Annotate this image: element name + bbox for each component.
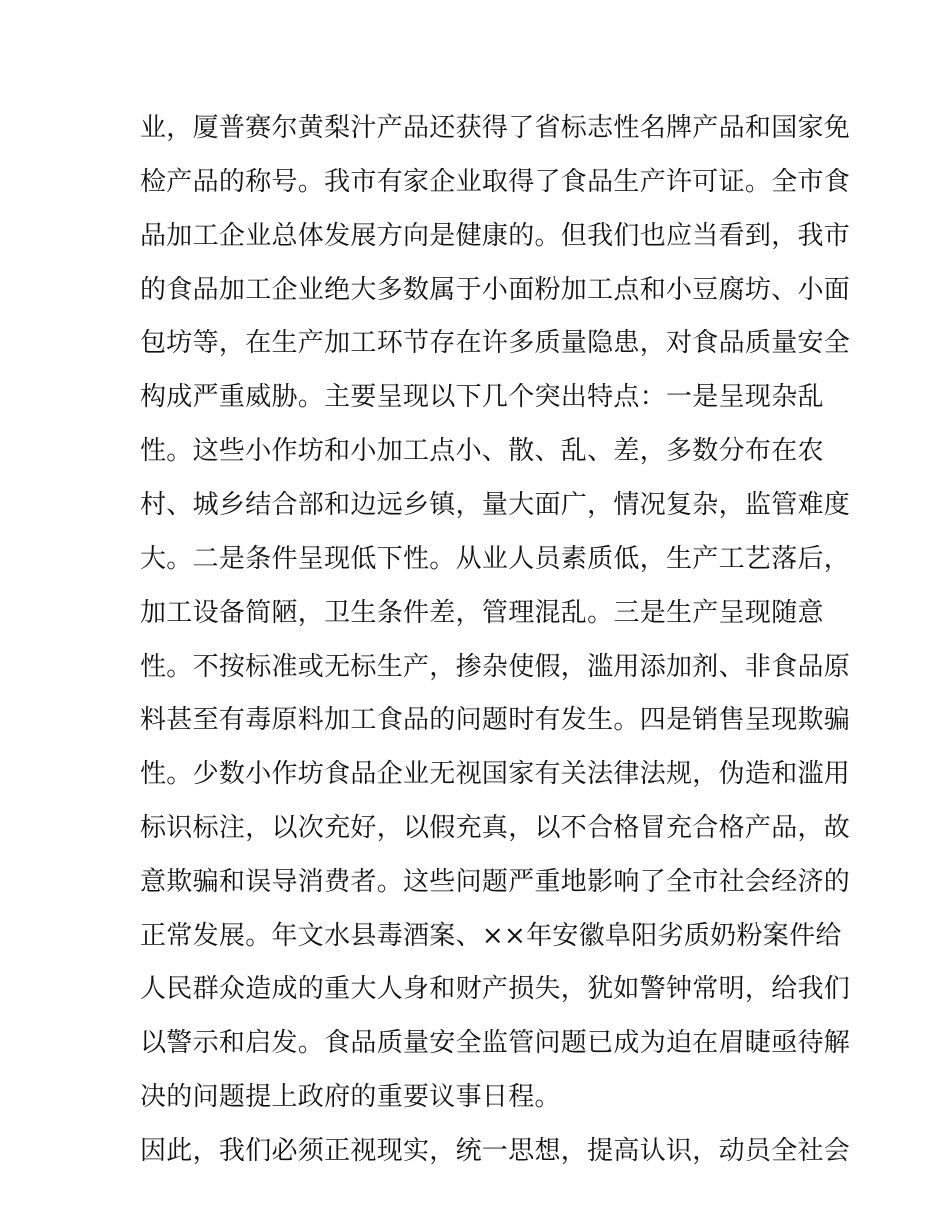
text-line: 标识标注，以次充好，以假充真，以不合格冒充合格产品，故: [140, 813, 851, 843]
text-line: 村、城乡结合部和边远乡镇，量大面广，情况复杂，监管难度: [140, 490, 851, 520]
text-line: 决的问题提上政府的重要议事日程。: [140, 1082, 561, 1112]
text-line: 包坊等，在生产加工环节存在许多质量隐患，对食品质量安全: [140, 328, 851, 358]
text-line: 业，厦普赛尔黄梨汁产品还获得了省标志性名牌产品和国家免: [140, 113, 851, 143]
text-line: 因此，我们必须正视现实，统一思想，提高认识，动员全社会: [140, 1136, 851, 1166]
text-line: 加工设备简陋，卫生条件差，管理混乱。三是生产呈现随意: [140, 598, 824, 628]
text-line: 料甚至有毒原料加工食品的问题时有发生。四是销售呈现欺骗: [140, 705, 851, 735]
text-line: 构成严重威胁。主要呈现以下几个突出特点：一是呈现杂乱: [140, 382, 824, 412]
text-line: 大。二是条件呈现低下性。从业人员素质低，生产工艺落后，: [140, 544, 851, 574]
text-line: 检产品的称号。我市有家企业取得了食品生产许可证。全市食: [140, 167, 851, 197]
text-line: 意欺骗和误导消费者。这些问题严重地影响了全市社会经济的: [140, 867, 851, 897]
text-line: 性。不按标准或无标生产，掺杂使假，滥用添加剂、非食品原: [140, 652, 851, 682]
text-line: 正常发展。年文水县毒酒案、××年安徽阜阳劣质奶粉案件给: [140, 921, 842, 951]
text-line: 的食品加工企业绝大多数属于小面粉加工点和小豆腐坊、小面: [140, 275, 851, 305]
text-line: 品加工企业总体发展方向是健康的。但我们也应当看到，我市: [140, 221, 851, 251]
text-line: 性。这些小作坊和小加工点小、散、乱、差，多数分布在农: [140, 436, 824, 466]
text-line: 人民群众造成的重大人身和财产损失，犹如警钟常明，给我们: [140, 974, 851, 1004]
text-line: 以警示和启发。食品质量安全监管问题已成为迫在眉睫亟待解: [140, 1028, 851, 1058]
text-line: 性。少数小作坊食品企业无视国家有关法律法规，伪造和滥用: [140, 759, 851, 789]
